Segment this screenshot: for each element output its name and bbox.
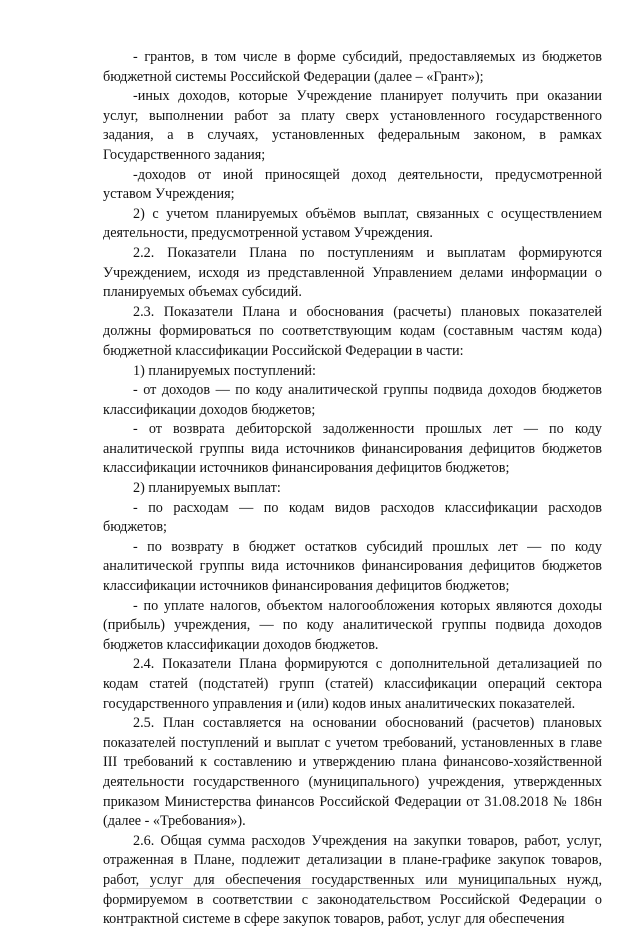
paragraph-2-5: 2.5. План составляется на основании обоснований (расчетов) плановых показателей поступлений и выплат с учетом требований, установленных в главе III требований к составлению и утверждению плана финансово-хозяйственной деятельности государственного (муниципального) учреждения, утвержденных приказом Министерства финансов Российской Федерации от 31.08.2018 № 186н (далее - «Требования»). — [103, 715, 602, 830]
paragraph-other-income: -иных доходов, которые Учреждение планирует получить при оказании услуг, выполнении работ за плату сверх установленного государственного задания, а в случаях, установленных федеральным законом, в рамках Государственного задания; — [103, 88, 602, 163]
paragraph-2-4: 2.4. Показатели Плана формируются с дополнительной детализацией по кодам статей (подстатей) групп (статей) классификации операций сектора государственного управления и (или) кодов иных аналитических показателей. — [103, 656, 602, 712]
paragraph-from-income: - от доходов — по коду аналитической группы подвида доходов бюджетов классификации доходов бюджетов; — [103, 382, 602, 418]
paragraph-2-3: 2.3. Показатели Плана и обоснования (расчеты) плановых показателей должны формироваться по соответствующим кодам (составным частям кода) бюджетной классификации Российской Федерации в части: — [103, 303, 602, 359]
paragraph-by-expenses: - по расходам — по кодам видов расходов классификации расходов бюджетов; — [103, 499, 602, 536]
paragraph-subsidy-return: - по возврату в бюджет остатков субсидий прошлых лет — по коду аналитической группы вида источников финансирования дефицитов бюджетов классификации источников финансирования дефицитов бюджетов; — [103, 538, 602, 595]
document-body — [103, 48, 602, 930]
paragraph-planned-receipts: 1) планируемых поступлений: — [133, 362, 316, 379]
paragraph-other-activity-income: -доходов от иной приносящей доход деятельности, предусмотренной уставом Учреждения; — [103, 166, 602, 203]
scan-artifact-line — [112, 888, 582, 889]
paragraph-receivables-return: - от возврата дебиторской задолженности прошлых лет — по коду аналитической группы вида источников финансирования дефицитов бюджетов классификации источников финансирования дефицитов бюджетов; — [103, 421, 602, 477]
paragraph-grants: - грантов, в том числе в форме субсидий, предоставляемых из бюджетов бюджетной системы Российской Федерации (далее – «Грант»); — [103, 49, 602, 85]
paragraph-taxes: - по уплате налогов, объектом налогообложения которых являются доходы (прибыль) учреждения, — по коду аналитической группы подвида доходов бюджетов классификации доходов бюджетов. — [103, 597, 602, 653]
paragraph-2-2: 2.2. Показатели Плана по поступлениям и выплатам формируются Учреждением, исходя из представленной Управлением делами информации о планируемых объемах субсидий. — [103, 244, 602, 301]
paragraph-planned-payments-list: 2) планируемых выплат: — [133, 480, 281, 497]
paragraph-planned-payments: 2) с учетом планируемых объёмов выплат, связанных с осуществлением деятельности, предусмотренной уставом Учреждения. — [103, 205, 602, 242]
paragraph-2-6: 2.6. Общая сумма расходов Учреждения на закупки товаров, работ, услуг, отраженная в Плане, подлежит детализации в плане-графике закупок товаров, работ, услуг для обеспечения государственных или муниципальных нужд, формируемом в соответствии с законодательством Российской Федерации о контрактной системе в сфере закупок товаров, работ, услуг для обеспечения — [103, 832, 602, 928]
